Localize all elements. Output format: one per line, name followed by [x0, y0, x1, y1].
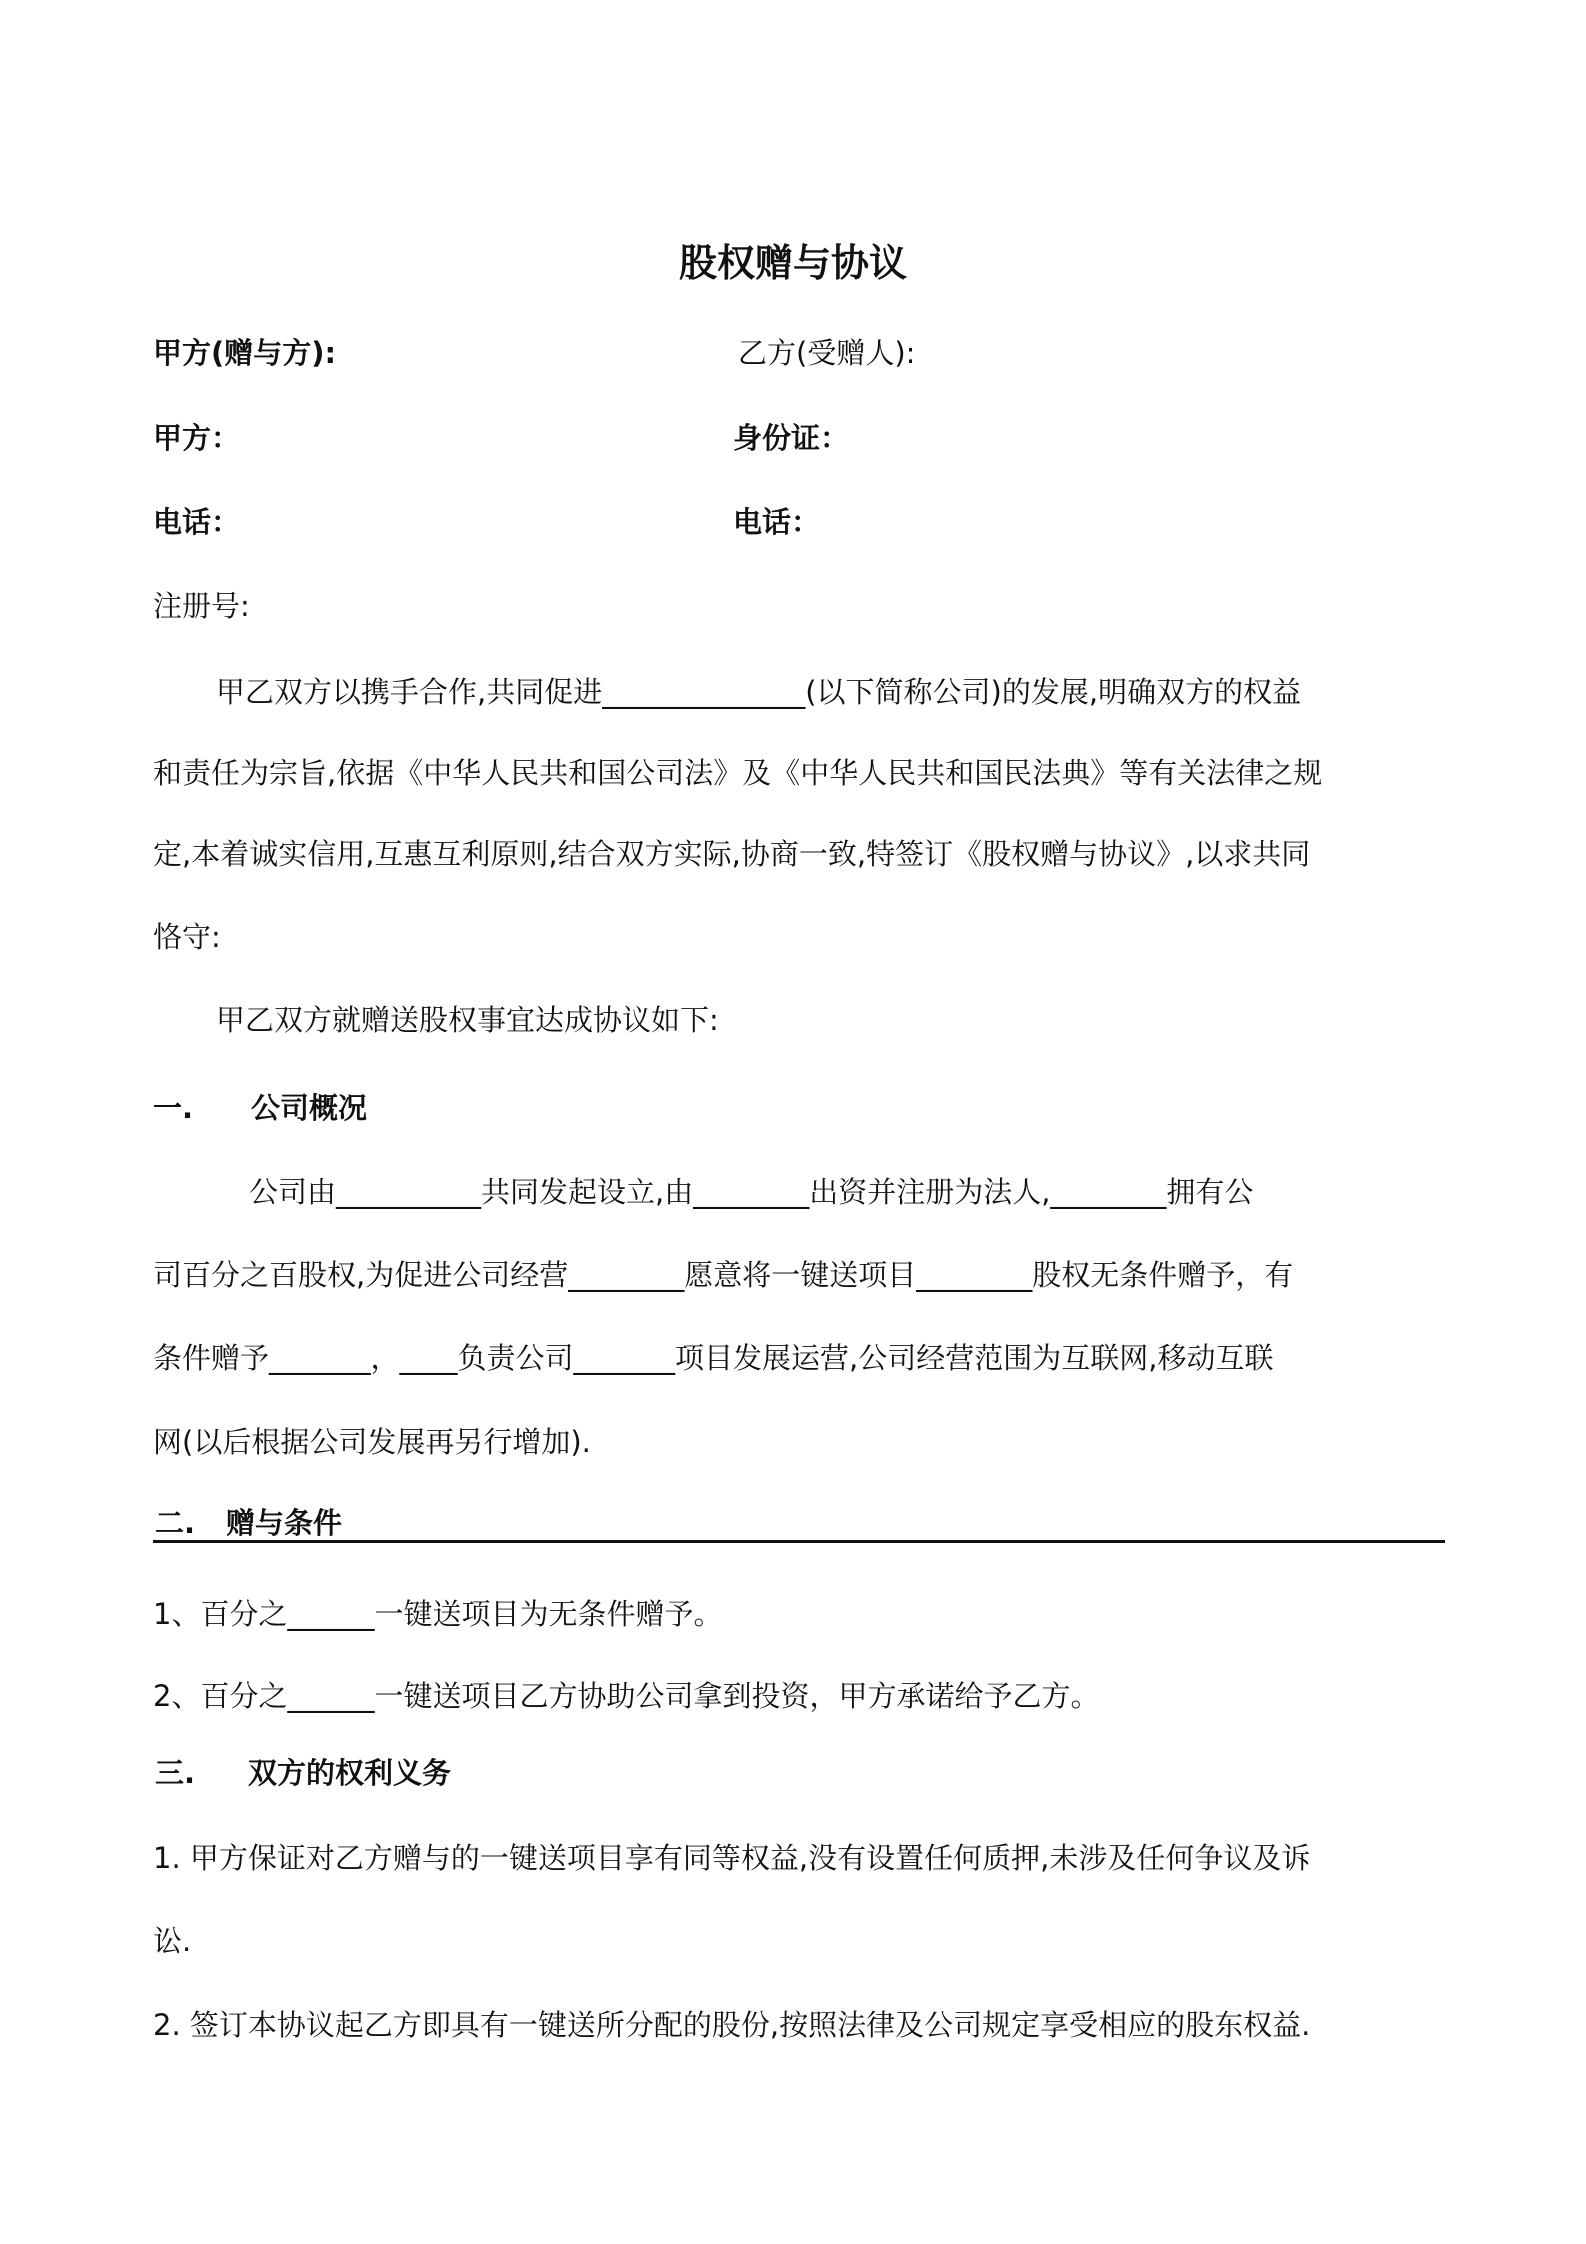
section-3-item-1-line-1: 1. 甲方保证对乙方赠与的一键送项目享有同等权益,没有设置任何质押,未涉及任何争议及诉	[153, 1841, 1311, 1875]
section-2-number: 二.	[155, 1506, 196, 1540]
section-2-item-1: 1、百分之______一键送项目为无条件赠予。	[153, 1597, 723, 1631]
section-1-line-1: 公司由__________共同发起设立,由________出资并注册为法人,________拥有公	[249, 1175, 1254, 1209]
section-2-heading: 赠与条件	[226, 1506, 343, 1540]
party-a-label: 甲方(赠与方):	[153, 336, 337, 370]
section-2-item-2: 2、百分之______一键送项目乙方协助公司拿到投资，甲方承诺给予乙方。	[153, 1679, 1100, 1713]
preamble-line-2: 和责任为宗旨,依据《中华人民共和国公司法》及《中华人民共和国民法典》等有关法律之规	[153, 756, 1323, 790]
section-1-line-4: 网(以后根据公司发展再另行增加).	[153, 1425, 591, 1459]
phone-a-label: 电话：	[153, 505, 241, 539]
section-1-line-2: 司百分之百股权,为促进公司经营________愿意将一键送项目________股权无条件赠予，有	[153, 1258, 1294, 1292]
section-3-heading: 双方的权利义务	[248, 1756, 452, 1790]
section-3-item-1-line-2: 讼.	[153, 1924, 192, 1958]
section-1-number: 一.	[153, 1091, 194, 1125]
party-b-label: 乙方(受赠人):	[738, 336, 916, 370]
agreement-intro: 甲乙双方就赠送股权事宜达成协议如下:	[216, 1003, 719, 1037]
section-2-underline	[153, 1540, 1445, 1543]
id-card-label: 身份证：	[733, 421, 850, 455]
preamble-line-1: 甲乙双方以携手合作,共同促进______________(以下简称公司)的发展,明确双方的权益	[216, 675, 1302, 709]
party-a-name-label: 甲方：	[153, 421, 241, 455]
phone-b-label: 电话：	[733, 505, 821, 539]
section-1-heading: 公司概况	[251, 1091, 368, 1125]
section-3-item-2: 2. 签订本协议起乙方即具有一键送所分配的股份,按照法律及公司规定享受相应的股东权益.	[153, 2008, 1311, 2042]
section-1-line-3: 条件赠予_______，____负责公司_______项目发展运营,公司经营范围为互联网,移动互联	[153, 1341, 1274, 1375]
preamble-line-3: 定,本着诚实信用,互惠互利原则,结合双方实际,协商一致,特签订《股权赠与协议》,以求共同	[153, 837, 1311, 871]
document-title: 股权赠与协议	[678, 241, 907, 285]
preamble-line-4: 恪守:	[153, 920, 221, 954]
registration-number-label: 注册号:	[153, 589, 250, 623]
section-3-number: 三.	[155, 1756, 196, 1790]
